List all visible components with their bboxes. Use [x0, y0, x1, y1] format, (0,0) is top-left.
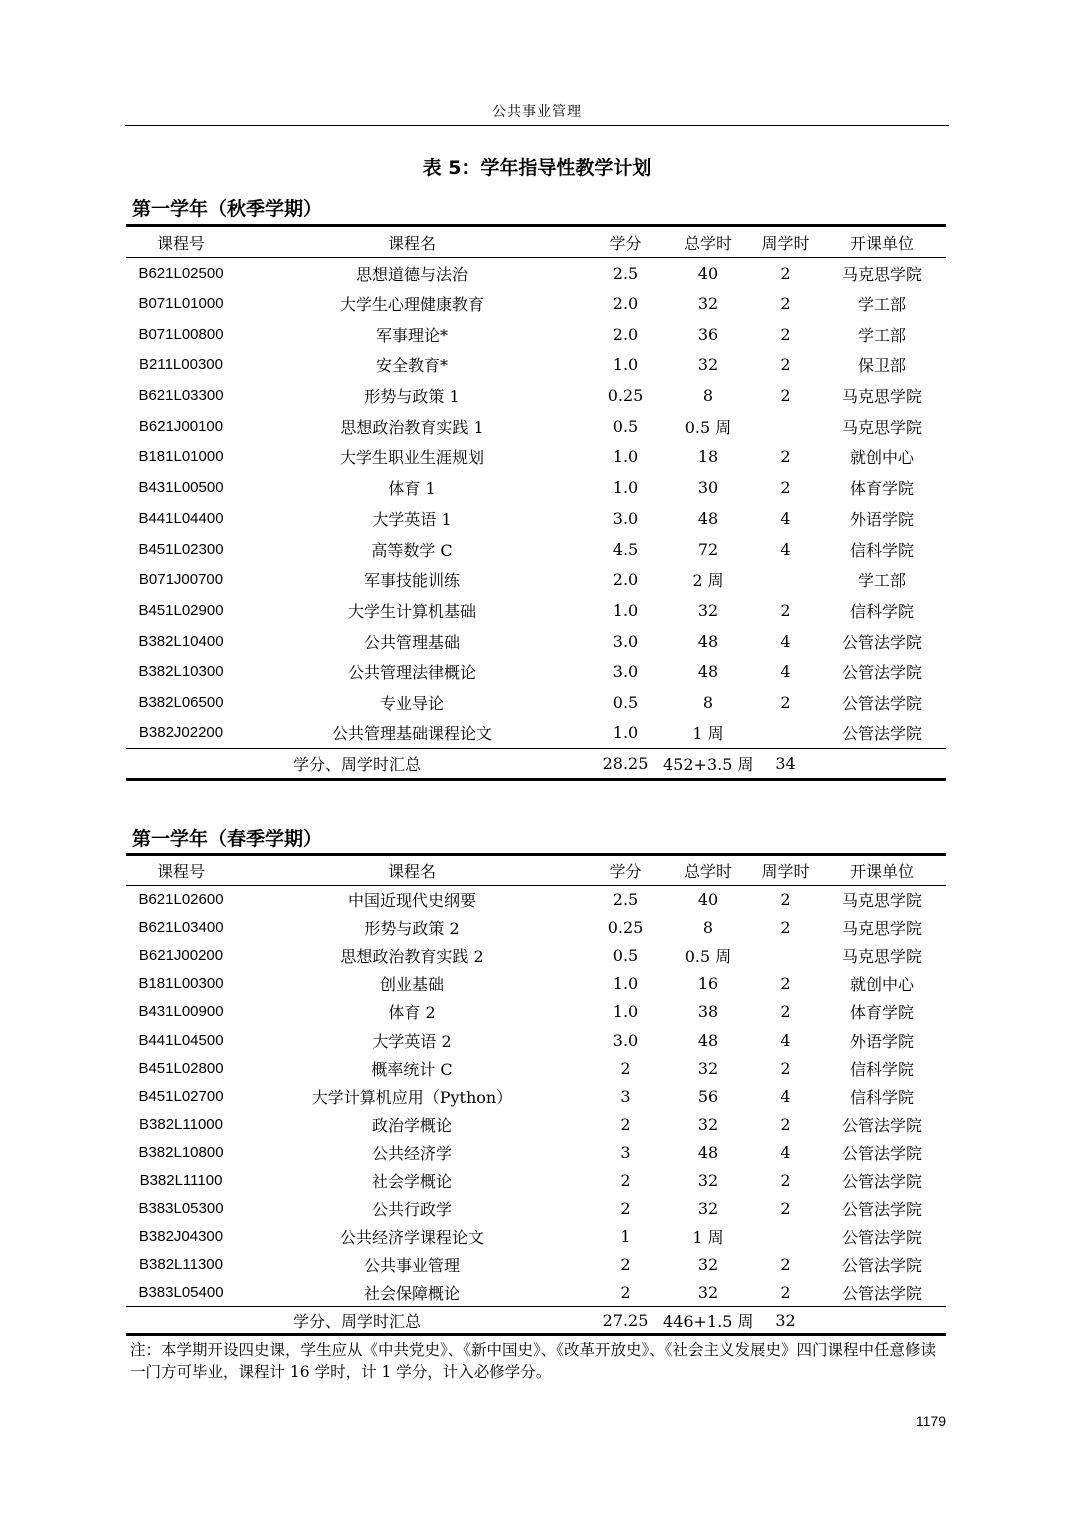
- course-code-cell: B181L00300: [138, 975, 224, 993]
- course-code-cell: B383L05400: [138, 1284, 224, 1302]
- course-name-cell: 大学英语 2: [372, 1031, 452, 1051]
- course-name-cell: 思想道德与法治: [355, 264, 468, 284]
- course-table-spring: [126, 853, 946, 1336]
- credits-cell: 2: [620, 1114, 631, 1134]
- course-name-cell: 公共管理基础课程论文: [331, 724, 492, 744]
- course-code-cell: B382L10400: [138, 632, 224, 650]
- column-header-weekly-hours: 周学时: [761, 233, 810, 253]
- course-name-cell: 公共行政学: [371, 1200, 452, 1220]
- total-hours-cell: 30: [697, 478, 719, 498]
- table-row: [126, 1054, 946, 1082]
- summary-row: [126, 749, 946, 780]
- column-header-total-hours: 总学时: [683, 233, 732, 253]
- credits-cell: 3.0: [612, 508, 639, 528]
- course-code-cell: B382L11000: [139, 1115, 223, 1133]
- credits-cell: 2.5: [612, 263, 639, 283]
- department-cell: 体育学院: [849, 1003, 914, 1023]
- header-row: [126, 855, 946, 886]
- summary-label: 学分、周学时汇总: [292, 1311, 421, 1331]
- department-cell: 公管法学院: [841, 1115, 922, 1135]
- page-number: 1179: [915, 1413, 946, 1429]
- credits-cell: 2: [620, 1058, 631, 1078]
- course-name-cell: 专业导论: [379, 693, 444, 713]
- summary-weekly-hours: 34: [775, 754, 796, 773]
- weekly-hours-cell: 4: [780, 1030, 791, 1050]
- table-row: [126, 970, 946, 998]
- weekly-hours-cell: 2: [780, 600, 791, 620]
- weekly-hours-cell: 2: [780, 1199, 791, 1219]
- department-cell: 公管法学院: [841, 663, 922, 683]
- credits-cell: 1.0: [612, 600, 639, 620]
- course-code-cell: B382J04300: [138, 1228, 224, 1246]
- weekly-hours-cell: 4: [780, 631, 791, 651]
- credits-cell: 2: [620, 1170, 631, 1190]
- course-code-cell: B621L03300: [138, 387, 224, 405]
- table-row: [126, 1026, 946, 1054]
- course-code-cell: B382L10800: [138, 1143, 224, 1161]
- weekly-hours-cell: [753, 718, 818, 749]
- course-name-cell: 政治学概论: [371, 1115, 452, 1135]
- section-title-spring: 第一学年（春季学期）: [132, 828, 323, 850]
- department-cell: 学工部: [857, 571, 906, 591]
- weekly-hours-cell: 4: [780, 508, 791, 528]
- course-code-cell: B382L11300: [139, 1256, 223, 1274]
- total-hours-cell: 48: [697, 508, 719, 528]
- weekly-hours-cell: 4: [780, 662, 791, 682]
- column-header-course-name: 课程名: [387, 862, 436, 881]
- course-code-cell: B211L00300: [139, 356, 223, 374]
- table-body: [126, 258, 946, 749]
- course-name-cell: 公共管理基础: [363, 632, 460, 652]
- credits-cell: 3.0: [612, 631, 639, 651]
- department-cell: 公管法学院: [841, 724, 922, 744]
- table-row: [126, 380, 946, 411]
- credits-cell: 1.0: [612, 1002, 639, 1022]
- footnote: 注：本学期开设四史课，学生应从《中共党史》、《新中国史》、《改革开放史》、《社会主义发展史》四门课程中任意修读一门方可毕业，课程计 16 学时，计 1 学分，计入必修学分。: [130, 1341, 937, 1381]
- credits-cell: 2.0: [612, 570, 639, 590]
- department-cell: 马克思学院: [841, 919, 922, 939]
- course-name-cell: 体育 2: [388, 1003, 436, 1023]
- total-hours-cell: 40: [697, 263, 719, 283]
- total-hours-cell: 8: [702, 692, 714, 712]
- total-hours-cell: 0.5 周: [684, 947, 732, 967]
- weekly-hours-cell: 2: [780, 447, 791, 467]
- section-title-autumn: 第一学年（秋季学期）: [132, 198, 323, 220]
- total-hours-cell: 48: [697, 662, 719, 682]
- course-name-cell: 思想政治教育实践 2: [340, 947, 484, 967]
- course-name-cell: 中国近现代史纲要: [347, 891, 476, 911]
- course-code-cell: B441L04500: [138, 1031, 224, 1049]
- total-hours-cell: 32: [697, 355, 719, 375]
- course-name-cell: 形势与政策 1: [364, 387, 460, 407]
- column-header-course-code: 课程号: [156, 862, 205, 881]
- total-hours-cell: 32: [697, 1170, 719, 1190]
- department-cell: 信科学院: [849, 540, 914, 560]
- weekly-hours-cell: [753, 1223, 818, 1251]
- department-cell: 信科学院: [849, 1087, 914, 1107]
- department-cell: 马克思学院: [841, 891, 922, 911]
- credits-cell: 1: [620, 1227, 631, 1247]
- table-row: [126, 534, 946, 565]
- total-hours-cell: 32: [697, 1283, 719, 1303]
- course-name-cell: 军事技能训练: [363, 571, 460, 591]
- course-code-cell: B071L00800: [138, 325, 224, 343]
- credits-cell: 0.5: [612, 416, 639, 436]
- total-hours-cell: 8: [702, 918, 714, 938]
- table-row: [126, 1251, 946, 1279]
- course-code-cell: B451L02800: [138, 1059, 224, 1077]
- course-name-cell: 公共经济学: [371, 1143, 452, 1163]
- department-cell: 公管法学院: [841, 1228, 922, 1248]
- credits-cell: 2.0: [612, 294, 639, 314]
- department-cell: 马克思学院: [841, 947, 922, 967]
- weekly-hours-cell: 2: [780, 1058, 791, 1078]
- total-hours-cell: 72: [697, 539, 719, 559]
- column-header-total-hours: 总学时: [683, 862, 732, 881]
- department-cell: 公管法学院: [841, 1171, 922, 1191]
- credits-cell: 4.5: [612, 539, 639, 559]
- course-name-cell: 社会学概论: [371, 1171, 452, 1191]
- credits-cell: 0.5: [612, 946, 639, 966]
- table-row: [126, 998, 946, 1026]
- table-header: [126, 855, 946, 886]
- course-code-cell: B383L05300: [138, 1200, 224, 1218]
- weekly-hours-cell: 2: [780, 355, 791, 375]
- department-cell: 学工部: [857, 295, 906, 315]
- table-summary: [126, 749, 946, 780]
- table-row: [126, 914, 946, 942]
- total-hours-cell: 16: [697, 974, 719, 994]
- course-code-cell: B382L10300: [138, 663, 224, 681]
- total-hours-cell: 18: [697, 447, 719, 467]
- total-hours-cell: 32: [697, 1114, 719, 1134]
- course-name-cell: 高等数学 C: [371, 540, 453, 560]
- credits-cell: 3.0: [612, 662, 639, 682]
- credits-cell: 2: [620, 1255, 631, 1275]
- table-row: [126, 1223, 946, 1251]
- header-row: [126, 226, 946, 258]
- total-hours-cell: 36: [697, 324, 719, 344]
- course-name-cell: 安全教育*: [375, 356, 448, 376]
- weekly-hours-cell: [753, 942, 818, 970]
- table-row: [126, 1279, 946, 1307]
- summary-label: 学分、周学时汇总: [292, 755, 421, 774]
- summary-credits: 27.25: [602, 1310, 649, 1330]
- column-header-department: 开课单位: [849, 862, 914, 881]
- weekly-hours-cell: 2: [780, 478, 791, 498]
- total-hours-cell: 2 周: [692, 571, 724, 591]
- credits-cell: 0.25: [607, 918, 644, 938]
- course-code-cell: B382L11100: [139, 1171, 223, 1189]
- course-code-cell: B441L04400: [138, 509, 224, 527]
- course-name-cell: 大学计算机应用（Python）: [311, 1087, 513, 1107]
- course-code-cell: B382J02200: [138, 724, 224, 742]
- table-row: [126, 687, 946, 718]
- department-cell: 学工部: [857, 325, 906, 345]
- course-code-cell: B181L01000: [138, 448, 224, 466]
- course-name-cell: 思想政治教育实践 1: [340, 417, 484, 437]
- course-code-cell: B451L02300: [138, 540, 224, 558]
- department-cell: 外语学院: [849, 509, 914, 529]
- total-hours-cell: 32: [697, 1058, 719, 1078]
- course-name-cell: 大学英语 1: [372, 509, 452, 529]
- table-header: [126, 226, 946, 258]
- summary-weekly-hours: 32: [775, 1310, 796, 1330]
- table-row: [126, 288, 946, 319]
- table-row: [126, 1082, 946, 1110]
- course-name-cell: 公共经济学课程论文: [339, 1228, 484, 1248]
- summary-row: [126, 1307, 946, 1335]
- column-header-course-name: 课程名: [387, 233, 436, 253]
- credits-cell: 3: [620, 1086, 631, 1106]
- table-row: [126, 258, 946, 289]
- total-hours-cell: 40: [697, 890, 719, 910]
- credits-cell: 0.25: [607, 386, 644, 406]
- course-code-cell: B621L02600: [138, 891, 224, 909]
- table-row: [126, 442, 946, 473]
- department-cell: 就创中心: [849, 448, 914, 468]
- weekly-hours-cell: 2: [780, 263, 791, 283]
- credits-cell: 2.5: [612, 890, 639, 910]
- weekly-hours-cell: 2: [780, 692, 791, 712]
- credits-cell: 1.0: [612, 974, 639, 994]
- weekly-hours-cell: 2: [780, 1255, 791, 1275]
- table-row: [126, 564, 946, 595]
- credits-cell: 3: [620, 1142, 631, 1162]
- total-hours-cell: 56: [697, 1086, 719, 1106]
- course-code-cell: B451L02700: [138, 1087, 224, 1105]
- total-hours-cell: 32: [697, 294, 719, 314]
- table-row: [126, 319, 946, 350]
- summary-total-hours: 452+3.5 周: [663, 755, 754, 774]
- weekly-hours-cell: 2: [780, 1114, 791, 1134]
- weekly-hours-cell: 2: [780, 1170, 791, 1190]
- course-code-cell: B451L02900: [138, 601, 224, 619]
- course-code-cell: B621L03400: [138, 919, 224, 937]
- table-row: [126, 503, 946, 534]
- course-code-cell: B071J00700: [138, 571, 224, 589]
- summary-total-hours: 446+1.5 周: [663, 1311, 754, 1331]
- weekly-hours-cell: 2: [780, 1283, 791, 1303]
- department-cell: 保卫部: [857, 356, 906, 376]
- course-table-autumn: [126, 224, 946, 781]
- weekly-hours-cell: 2: [780, 324, 791, 344]
- course-code-cell: B382L06500: [138, 693, 224, 711]
- course-name-cell: 大学生计算机基础: [347, 601, 476, 621]
- department-cell: 信科学院: [849, 1059, 914, 1079]
- department-cell: 公管法学院: [841, 693, 922, 713]
- department-cell: 公管法学院: [841, 632, 922, 652]
- department-cell: 马克思学院: [841, 387, 922, 407]
- total-hours-cell: 32: [697, 1199, 719, 1219]
- weekly-hours-cell: [753, 564, 818, 595]
- course-name-cell: 大学生职业生涯规划: [339, 448, 484, 468]
- weekly-hours-cell: 2: [780, 890, 791, 910]
- total-hours-cell: 48: [697, 1142, 719, 1162]
- weekly-hours-cell: 4: [780, 1086, 791, 1106]
- table-row: [126, 886, 946, 914]
- department-cell: 马克思学院: [841, 417, 922, 437]
- course-name-cell: 公共事业管理: [363, 1256, 460, 1276]
- credits-cell: 2: [620, 1199, 631, 1219]
- total-hours-cell: 0.5 周: [684, 417, 732, 437]
- weekly-hours-cell: 4: [780, 539, 791, 559]
- weekly-hours-cell: 2: [780, 1002, 791, 1022]
- table-row: [126, 472, 946, 503]
- weekly-hours-cell: 4: [780, 1142, 791, 1162]
- credits-cell: 1.0: [612, 447, 639, 467]
- department-cell: 马克思学院: [841, 264, 922, 284]
- table-row: [126, 1195, 946, 1223]
- credits-cell: 0.5: [612, 692, 639, 712]
- column-header-course-code: 课程号: [156, 233, 205, 253]
- table-row: [126, 718, 946, 749]
- department-cell: 公管法学院: [841, 1284, 922, 1304]
- header-rule: [125, 125, 949, 126]
- department-cell: 信科学院: [849, 601, 914, 621]
- course-code-cell: B621L02500: [138, 264, 224, 282]
- running-header: 公共事业管理: [492, 104, 582, 120]
- course-name-cell: 大学生心理健康教育: [339, 295, 484, 315]
- total-hours-cell: 48: [697, 1030, 719, 1050]
- summary-empty: [818, 1307, 946, 1335]
- course-code-cell: B071L01000: [138, 295, 224, 313]
- total-hours-cell: 1 周: [692, 724, 724, 744]
- course-name-cell: 体育 1: [388, 479, 436, 499]
- table-row: [126, 1166, 946, 1194]
- credits-cell: 1.0: [612, 723, 639, 743]
- weekly-hours-cell: [753, 411, 818, 442]
- weekly-hours-cell: 2: [780, 974, 791, 994]
- credits-cell: 3.0: [612, 1030, 639, 1050]
- department-cell: 就创中心: [849, 975, 914, 995]
- total-hours-cell: 48: [697, 631, 719, 651]
- column-header-credits: 学分: [609, 862, 642, 881]
- department-cell: 公管法学院: [841, 1200, 922, 1220]
- table-title: 表 5：学年指导性教学计划: [422, 157, 652, 179]
- total-hours-cell: 1 周: [692, 1228, 724, 1248]
- table-row: [126, 656, 946, 687]
- table-row: [126, 626, 946, 657]
- department-cell: 公管法学院: [841, 1256, 922, 1276]
- credits-cell: 1.0: [612, 478, 639, 498]
- course-name-cell: 社会保障概论: [363, 1284, 460, 1304]
- table-row: [126, 595, 946, 626]
- table-row: [126, 1138, 946, 1166]
- course-code-cell: B621J00100: [138, 417, 224, 435]
- course-name-cell: 公共管理法律概论: [347, 663, 476, 683]
- credits-cell: 1.0: [612, 355, 639, 375]
- course-code-cell: B431L00900: [138, 1003, 224, 1021]
- table-row: [126, 1110, 946, 1138]
- course-name-cell: 创业基础: [379, 975, 444, 995]
- weekly-hours-cell: 2: [780, 918, 791, 938]
- table-row: [126, 942, 946, 970]
- column-header-credits: 学分: [609, 233, 642, 253]
- department-cell: 外语学院: [849, 1031, 914, 1051]
- department-cell: 公管法学院: [841, 1143, 922, 1163]
- course-code-cell: B621J00200: [138, 947, 224, 965]
- total-hours-cell: 8: [702, 386, 714, 406]
- credits-cell: 2: [620, 1283, 631, 1303]
- course-name-cell: 军事理论*: [375, 325, 448, 345]
- credits-cell: 2.0: [612, 324, 639, 344]
- table-body: [126, 886, 946, 1307]
- total-hours-cell: 38: [697, 1002, 719, 1022]
- course-name-cell: 概率统计 C: [371, 1059, 453, 1079]
- table-row: [126, 350, 946, 381]
- course-name-cell: 形势与政策 2: [364, 919, 460, 939]
- summary-empty: [818, 749, 946, 780]
- column-header-department: 开课单位: [849, 233, 914, 253]
- course-code-cell: B431L00500: [138, 479, 224, 497]
- weekly-hours-cell: 2: [780, 294, 791, 314]
- total-hours-cell: 32: [697, 1255, 719, 1275]
- department-cell: 体育学院: [849, 479, 914, 499]
- total-hours-cell: 32: [697, 600, 719, 620]
- table-summary: [126, 1307, 946, 1335]
- column-header-weekly-hours: 周学时: [761, 862, 810, 881]
- weekly-hours-cell: 2: [780, 386, 791, 406]
- table-row: [126, 411, 946, 442]
- summary-credits: 28.25: [602, 754, 649, 773]
